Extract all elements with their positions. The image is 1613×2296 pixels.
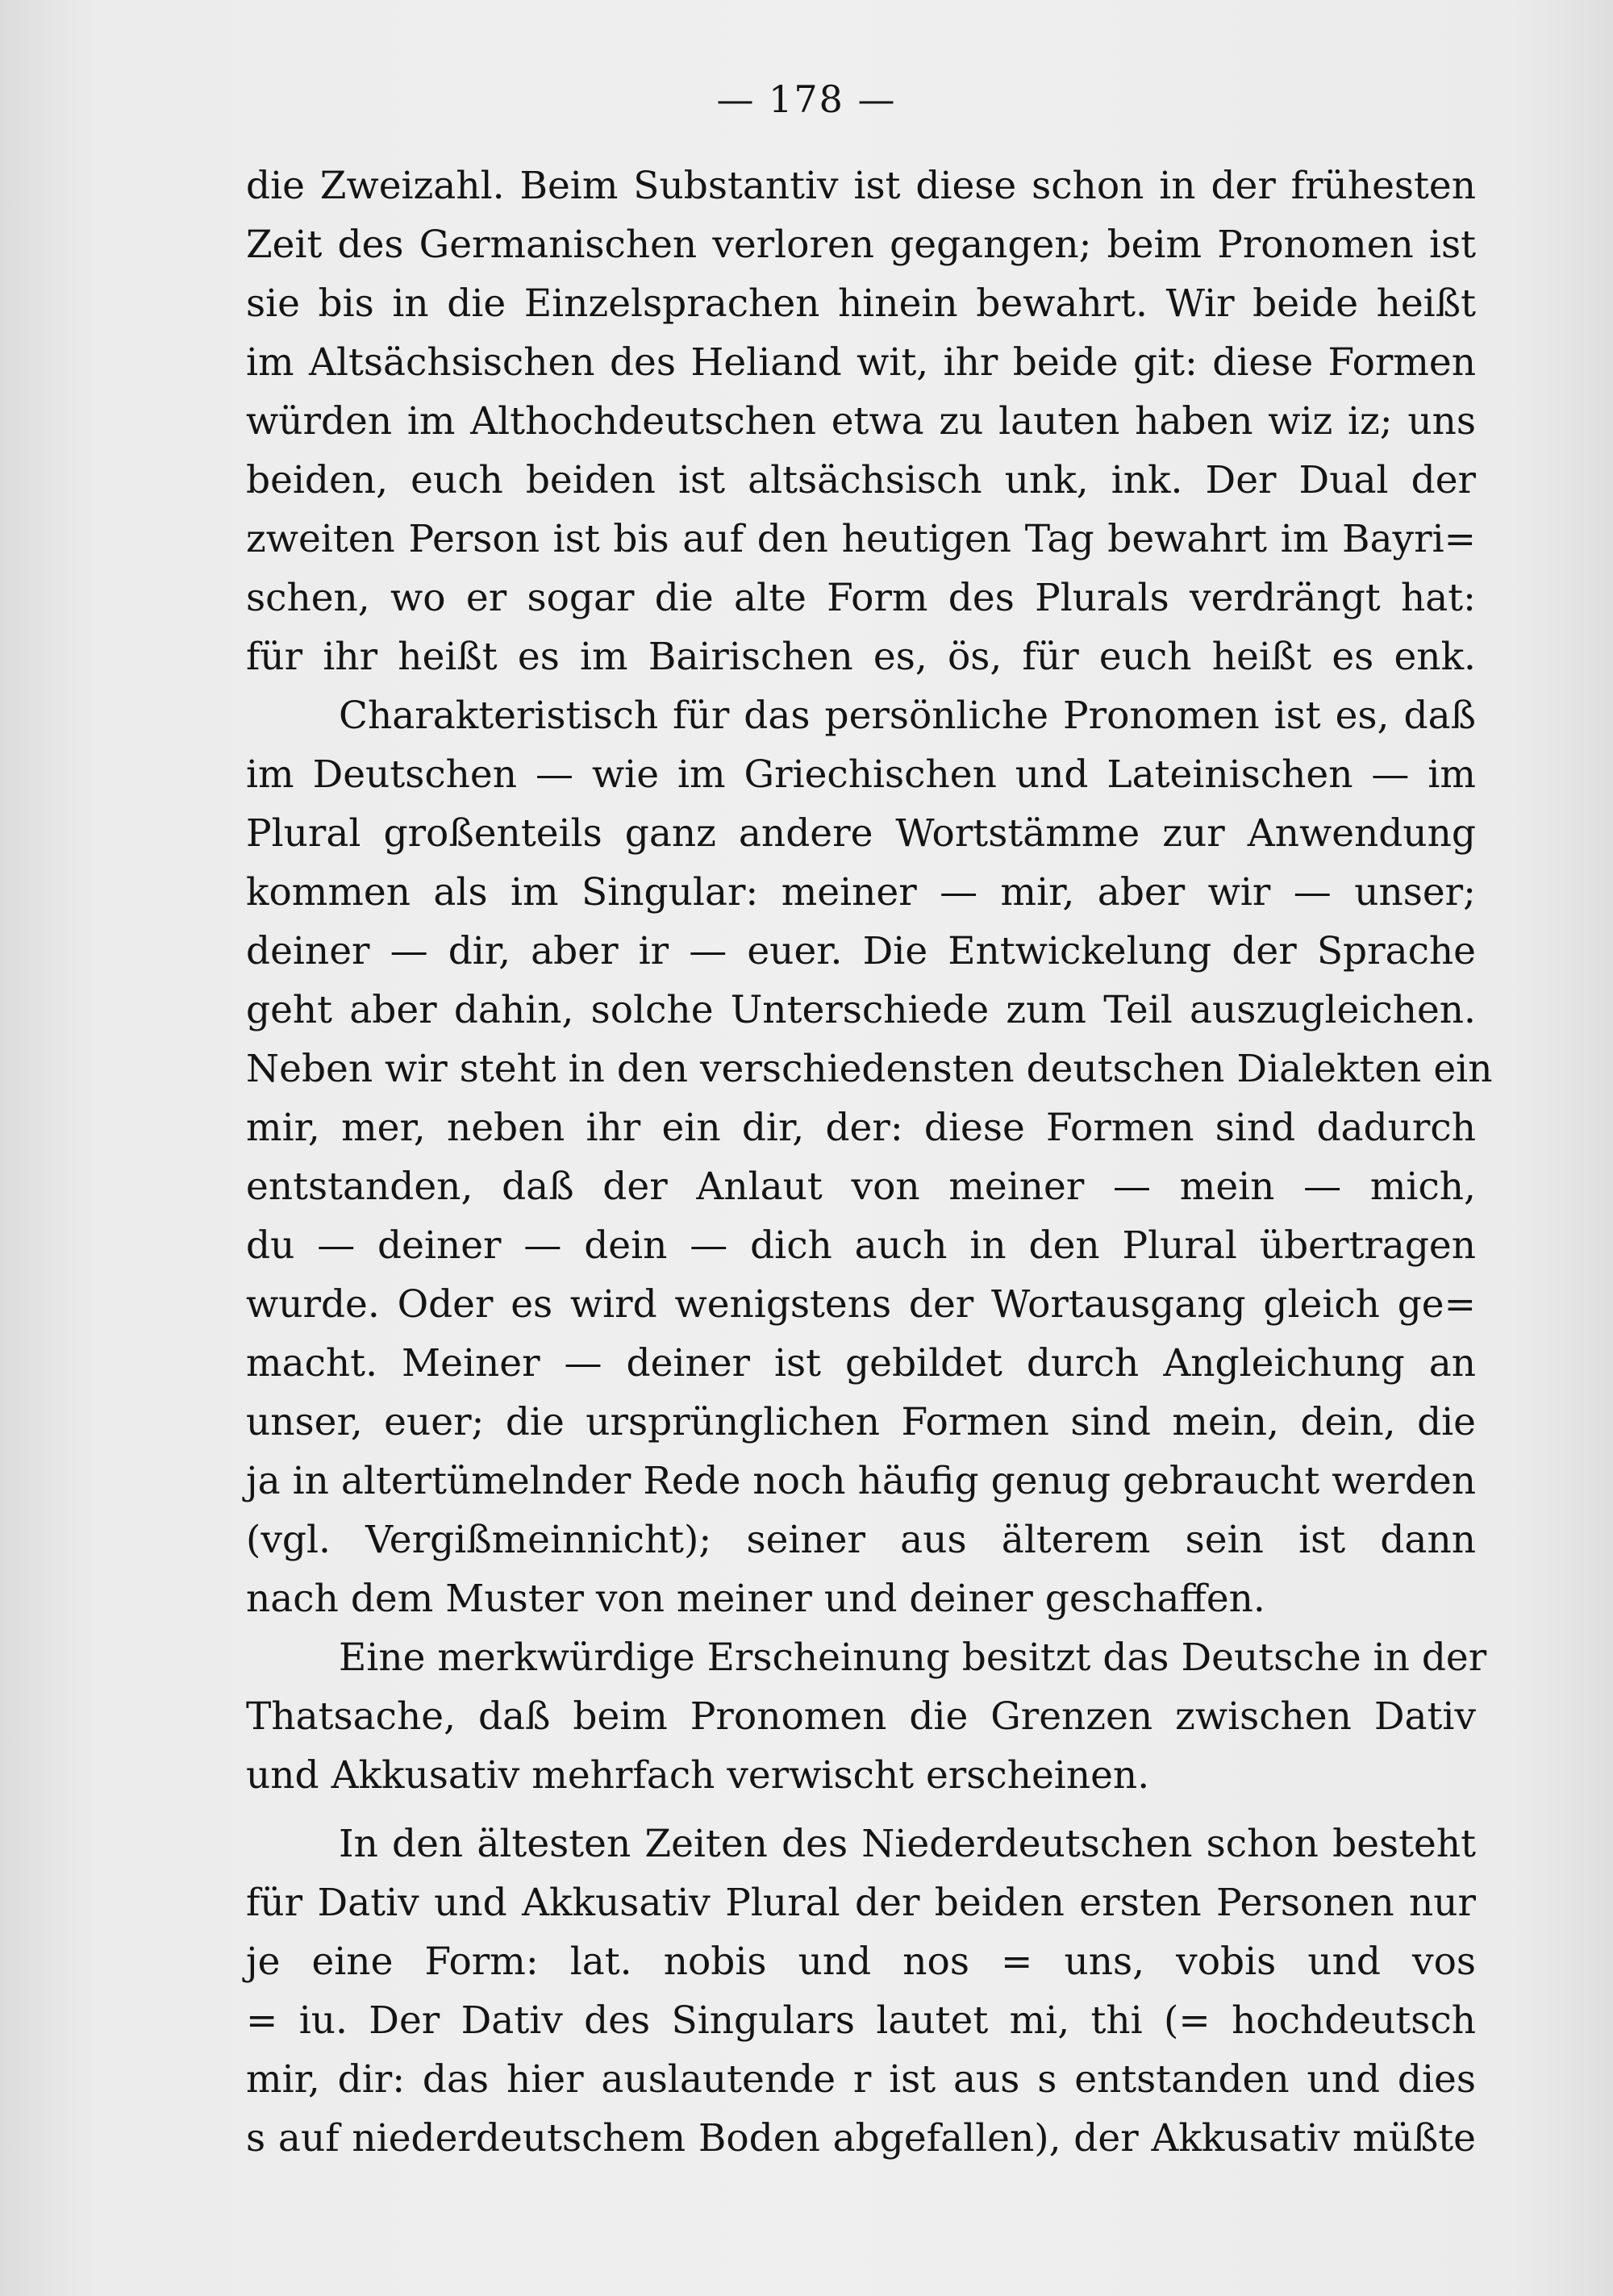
text-line: geht aber dahin, solche Unterschiede zum Teil auszugleichen.	[246, 988, 1476, 1032]
text-line: Neben wir steht in den verschiedensten deutschen Dialekten ein	[246, 1047, 1493, 1091]
text-line: nach dem Muster von meiner und deiner geschaffen.	[246, 1577, 1265, 1621]
text-line: deiner — dir, aber ir — euer. Die Entwickelung der Sprache	[246, 929, 1476, 973]
text-line: kommen als im Singular: meiner — mir, aber wir — unser;	[246, 870, 1476, 915]
text-line: Plural großenteils ganz andere Wortstämme zur Anwendung	[246, 811, 1476, 856]
page-number: — 178 —	[716, 77, 897, 121]
text-line: du — deiner — dein — dich auch in den Plural übertragen	[246, 1223, 1476, 1268]
text-line: Eine merkwürdige Erscheinung besitzt das Deutsche in der	[339, 1636, 1487, 1680]
text-line: im Altsächsischen des Heliand wit, ihr beide git: diese Formen	[246, 340, 1476, 385]
text-line: Zeit des Germanischen verloren gegangen; beim Pronomen ist	[246, 223, 1476, 267]
text-line: und Akkusativ mehrfach verwischt erscheinen.	[246, 1753, 1150, 1798]
text-line: mir, mer, neben ihr ein dir, der: diese Formen sind dadurch	[246, 1106, 1476, 1150]
text-line: In den ältesten Zeiten des Niederdeutschen schon besteht	[339, 1822, 1476, 1866]
text-line: sie bis in die Einzelsprachen hinein bewahrt. Wir beide heißt	[246, 281, 1476, 326]
text-line: würden im Althochdeutschen etwa zu lauten haben wiz iz; uns	[246, 399, 1476, 444]
text-line: die Zweizahl. Beim Substantiv ist diese schon in der frühesten	[246, 164, 1476, 208]
text-line: wurde. Oder es wird wenigstens der Wortausgang gleich ge=	[246, 1282, 1476, 1327]
text-line: zweiten Person ist bis auf den heutigen Tag bewahrt im Bayri=	[246, 517, 1476, 561]
text-line: Charakteristisch für das persönliche Pronomen ist es, daß	[339, 694, 1476, 738]
text-line: Thatsache, daß beim Pronomen die Grenzen zwischen Dativ	[246, 1694, 1476, 1739]
text-line: mir, dir: das hier auslautende r ist aus s entstanden und dies	[246, 2057, 1476, 2102]
text-line: je eine Form: lat. nobis und nos = uns, vobis und vos	[246, 1940, 1476, 1984]
text-line: für ihr heißt es im Bairischen es, ös, für euch heißt es enk.	[246, 635, 1476, 679]
text-line: für Dativ und Akkusativ Plural der beiden ersten Personen nur	[246, 1881, 1476, 1925]
text-line: (vgl. Vergißmeinnicht); seiner aus älterem sein ist dann	[246, 1518, 1476, 1562]
text-line: macht. Meiner — deiner ist gebildet durch Angleichung an	[246, 1341, 1476, 1386]
text-line: = iu. Der Dativ des Singulars lautet mi, thi (= hochdeutsch	[246, 1998, 1476, 2043]
body-text	[246, 156, 1493, 2168]
text-line: schen, wo er sogar die alte Form des Plurals verdrängt hat:	[246, 576, 1476, 620]
text-line: unser, euer; die ursprünglichen Formen sind mein, dein, die	[246, 1400, 1476, 1444]
text-line: entstanden, daß der Anlaut von meiner — mein — mich,	[246, 1165, 1476, 1209]
text-line: im Deutschen — wie im Griechischen und Lateinischen — im	[246, 752, 1476, 797]
text-line: s auf niederdeutschem Boden abgefallen), der Akkusativ müßte	[246, 2116, 1476, 2161]
text-line: ja in altertümelnder Rede noch häufig genug gebraucht werden	[246, 1459, 1476, 1503]
text-line: beiden, euch beiden ist altsächsisch unk, ink. Der Dual der	[246, 458, 1476, 502]
